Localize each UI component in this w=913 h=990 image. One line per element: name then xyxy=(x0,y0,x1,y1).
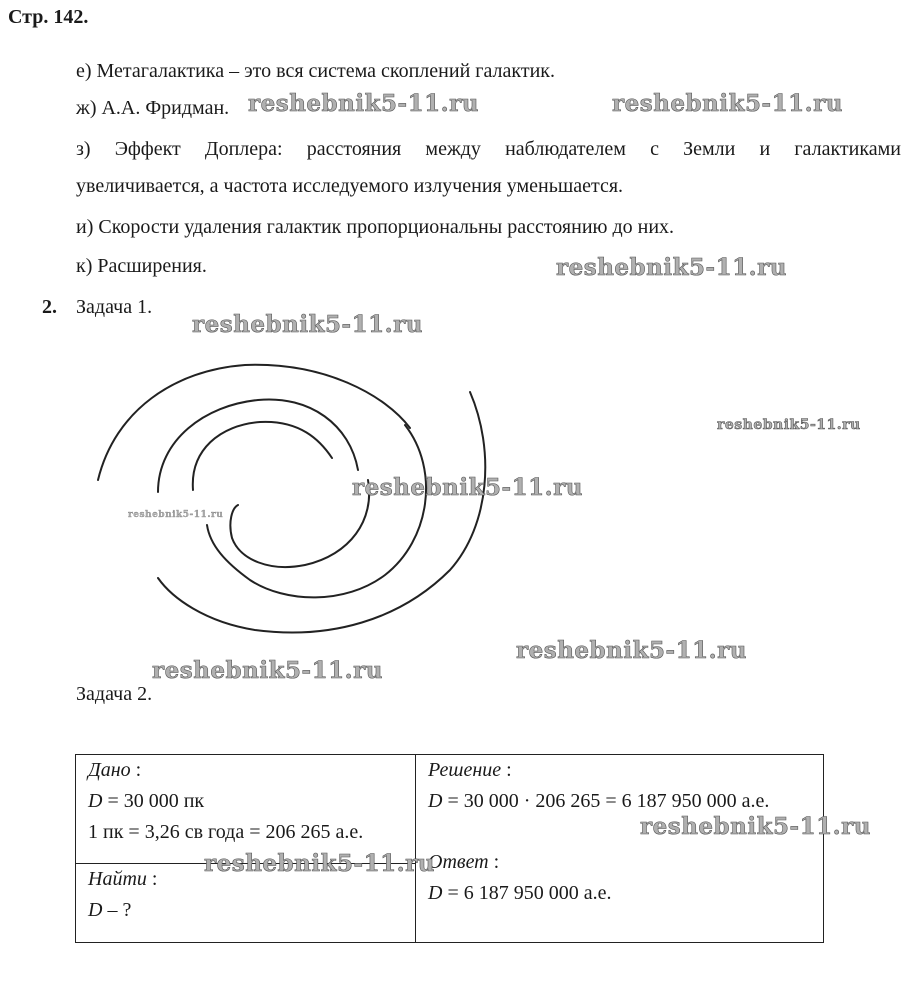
spiral-arm-inner-left xyxy=(193,422,332,490)
solution-formula: = 30 000 · 206 265 = 6 187 950 000 а.е. xyxy=(442,790,770,812)
answer-value: = 6 187 950 000 а.е. xyxy=(442,882,612,904)
given-colon: : xyxy=(130,759,142,781)
watermark: reshebnik5-11.ru xyxy=(352,474,583,501)
answer-label: Ответ xyxy=(428,851,489,873)
find-question: – ? xyxy=(102,899,132,921)
watermark: reshebnik5-11.ru xyxy=(152,657,383,684)
watermark: reshebnik5-11.ru xyxy=(717,417,861,433)
solution-label: Решение xyxy=(428,759,502,781)
find-colon: : xyxy=(146,868,158,890)
answer-colon: : xyxy=(488,851,500,873)
solution-cell xyxy=(416,755,824,943)
watermark: reshebnik5-11.ru xyxy=(248,90,479,117)
answer-z-line1: з) Эффект Доплера: расстояния между наблюдателем с Земли и галактиками xyxy=(76,138,901,160)
given-solution-table xyxy=(75,754,824,943)
answer-z-line2: увеличивается, а частота исследуемого излучения уменьшается. xyxy=(76,175,624,197)
task-number: 2. xyxy=(42,296,57,318)
spiral-arm-middle xyxy=(158,399,358,492)
find-var-d: D xyxy=(88,899,103,921)
spiral-arm-core xyxy=(230,480,369,567)
given-parsec-conversion: 1 пк = 3,26 св года = 206 265 а.е. xyxy=(88,821,364,843)
task2-label: Задача 2. xyxy=(76,683,153,705)
answer-i: и) Скорости удаления галактик пропорциональны расстоянию до них. xyxy=(76,216,675,238)
spiral-arm-inner-right xyxy=(207,425,426,597)
answer-k: к) Расширения. xyxy=(76,255,207,277)
page-title: Стр. 142. xyxy=(8,6,89,28)
answer-zh: ж) А.А. Фридман. xyxy=(76,97,230,119)
find-label: Найти xyxy=(88,868,147,890)
watermark: reshebnik5-11.ru xyxy=(516,637,747,664)
solution-colon: : xyxy=(501,759,512,781)
watermark: reshebnik5-11.ru xyxy=(128,510,224,520)
given-cell xyxy=(76,755,416,864)
watermark: reshebnik5-11.ru xyxy=(204,850,435,877)
given-distance: = 30 000 пк xyxy=(102,790,205,812)
watermark: reshebnik5-11.ru xyxy=(192,311,423,338)
watermark: reshebnik5-11.ru xyxy=(640,813,871,840)
answer-var-d: D xyxy=(428,882,443,904)
answer-e: е) Метагалактика – это вся система скоплений галактик. xyxy=(76,60,556,82)
watermark: reshebnik5-11.ru xyxy=(612,90,843,117)
given-label: Дано xyxy=(88,759,131,781)
task1-label: Задача 1. xyxy=(76,296,153,318)
given-var-d: D xyxy=(88,790,103,812)
watermark: reshebnik5-11.ru xyxy=(556,254,787,281)
solution-var-d: D xyxy=(428,790,443,812)
